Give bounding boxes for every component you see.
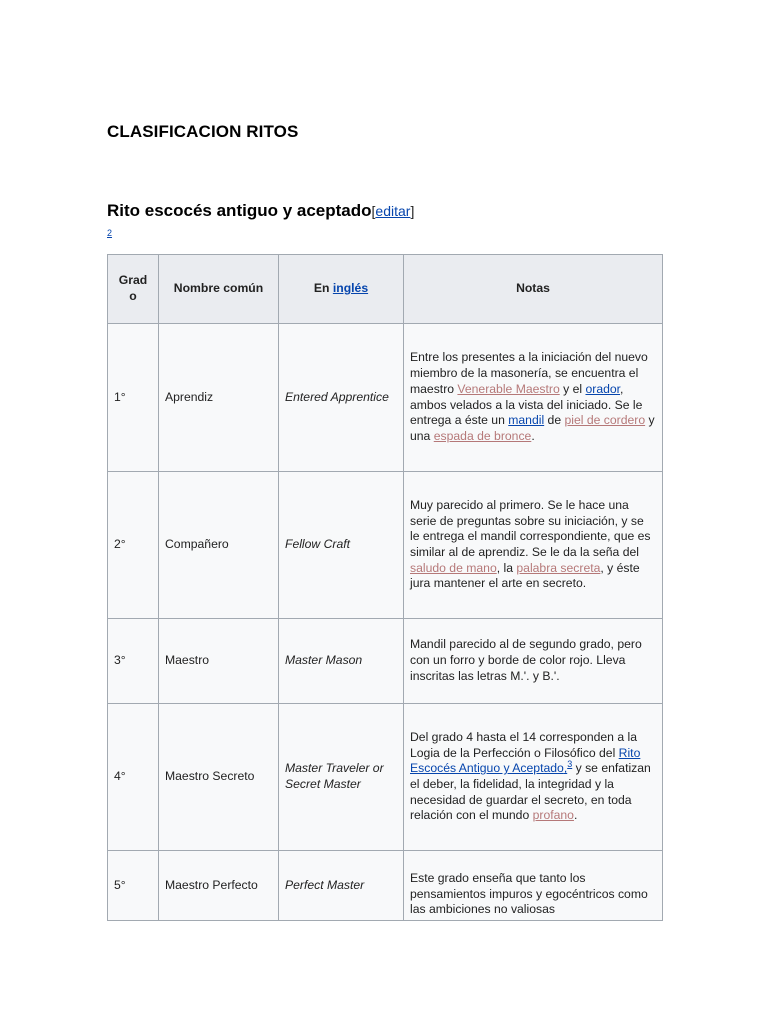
edit-bracket-close: ] bbox=[410, 203, 415, 219]
cell-notas bbox=[404, 324, 663, 472]
note-text: de bbox=[544, 413, 565, 428]
table-row bbox=[108, 704, 663, 851]
cell-ingles: Entered Apprentice bbox=[279, 324, 404, 472]
edit-section bbox=[372, 203, 415, 219]
ingles-link[interactable]: inglés bbox=[332, 281, 369, 296]
footnote-link[interactable]: 3 bbox=[567, 759, 573, 770]
note-text: , ambos velados a la vista del iniciado. Se le entrega a éste un bbox=[410, 381, 643, 428]
note-link[interactable]: palabra secreta bbox=[516, 560, 601, 575]
edit-bracket-open: [ bbox=[371, 203, 376, 219]
cell-ingles: Perfect Master bbox=[279, 851, 404, 921]
note-text: . bbox=[531, 428, 535, 443]
note-text: . bbox=[573, 808, 578, 823]
cell-grado: 4° bbox=[108, 704, 159, 851]
header-ingles-prefix: En bbox=[313, 281, 333, 296]
note-text: Del grado 4 hasta el 14 corresponden a la Logia de la Perfección o Filosófico del bbox=[410, 729, 637, 760]
header-grado: Grad o bbox=[108, 255, 159, 324]
cell-nombre: Aprendiz bbox=[159, 324, 279, 472]
note-link[interactable]: orador bbox=[585, 381, 621, 396]
note-link[interactable]: , bbox=[563, 761, 568, 776]
note-link[interactable]: piel de cordero bbox=[564, 413, 646, 428]
note-link[interactable]: Venerable Maestro bbox=[457, 381, 560, 396]
note-text: y el bbox=[559, 381, 586, 396]
note-link[interactable]: profano bbox=[532, 808, 574, 823]
note-link[interactable]: espada de bronce bbox=[433, 428, 532, 443]
note-text: , y éste jura mantener el arte en secreto. bbox=[410, 560, 640, 591]
cell-nombre: Maestro Secreto bbox=[159, 704, 279, 851]
table-row bbox=[108, 324, 663, 472]
section-heading-text: Rito escocés antiguo y aceptado bbox=[107, 201, 372, 220]
cell-ingles: Master Traveler or Secret Master bbox=[279, 704, 404, 851]
note-text: y se enfatizan el deber, la fidelidad, la integridad y la necesidad de guardar el secreto, en toda relación con el mundo bbox=[410, 761, 651, 823]
cell-grado: 3° bbox=[108, 619, 159, 704]
header-notas: Notas bbox=[404, 255, 663, 324]
edit-link[interactable]: editar bbox=[375, 203, 411, 219]
table-row bbox=[108, 472, 663, 619]
grades-table bbox=[107, 254, 663, 921]
cell-notas bbox=[404, 472, 663, 619]
table-header-row bbox=[108, 255, 663, 324]
reference-link[interactable]: 2 bbox=[107, 228, 113, 238]
cell-notas bbox=[404, 704, 663, 851]
section-heading bbox=[107, 201, 414, 221]
cell-grado: 1° bbox=[108, 324, 159, 472]
note-link[interactable]: mandil bbox=[508, 413, 545, 428]
header-nombre: Nombre común bbox=[159, 255, 279, 324]
note-text: , la bbox=[496, 560, 517, 575]
cell-nombre: Maestro bbox=[159, 619, 279, 704]
table-row bbox=[108, 851, 663, 921]
note-text: y una bbox=[410, 413, 655, 443]
document-title: CLASIFICACION RITOS bbox=[107, 122, 299, 141]
note-link[interactable]: saludo de mano bbox=[410, 560, 497, 575]
cell-notas bbox=[404, 619, 663, 704]
cell-nombre: Maestro Perfecto bbox=[159, 851, 279, 921]
header-ingles bbox=[279, 255, 404, 324]
note-text: Mandil parecido al de segundo grado, pero con un forro y borde de color rojo. Lleva inscritas las letras M.'. y B.'. bbox=[410, 637, 642, 683]
cell-nombre: Compañero bbox=[159, 472, 279, 619]
note-text: Muy parecido al primero. Se le hace una serie de preguntas sobre su iniciación, y se le entrega el mandil correspondiente, que es similar al de aprendiz. Se le da la seña del bbox=[410, 497, 651, 559]
cell-grado: 5° bbox=[108, 851, 159, 921]
cell-grado: 2° bbox=[108, 472, 159, 619]
table-row bbox=[108, 619, 663, 704]
note-link[interactable]: Rito Escocés Antiguo y Aceptado bbox=[410, 745, 641, 776]
cell-ingles: Fellow Craft bbox=[279, 472, 404, 619]
cell-ingles: Master Mason bbox=[279, 619, 404, 704]
note-text: Este grado enseña que tanto los pensamientos impuros y egocéntricos como las ambiciones no valiosas bbox=[410, 870, 648, 917]
cell-notas bbox=[404, 851, 663, 921]
note-text: Entre los presentes a la iniciación del nuevo miembro de la masonería, se encuentra el maestro bbox=[410, 350, 648, 396]
